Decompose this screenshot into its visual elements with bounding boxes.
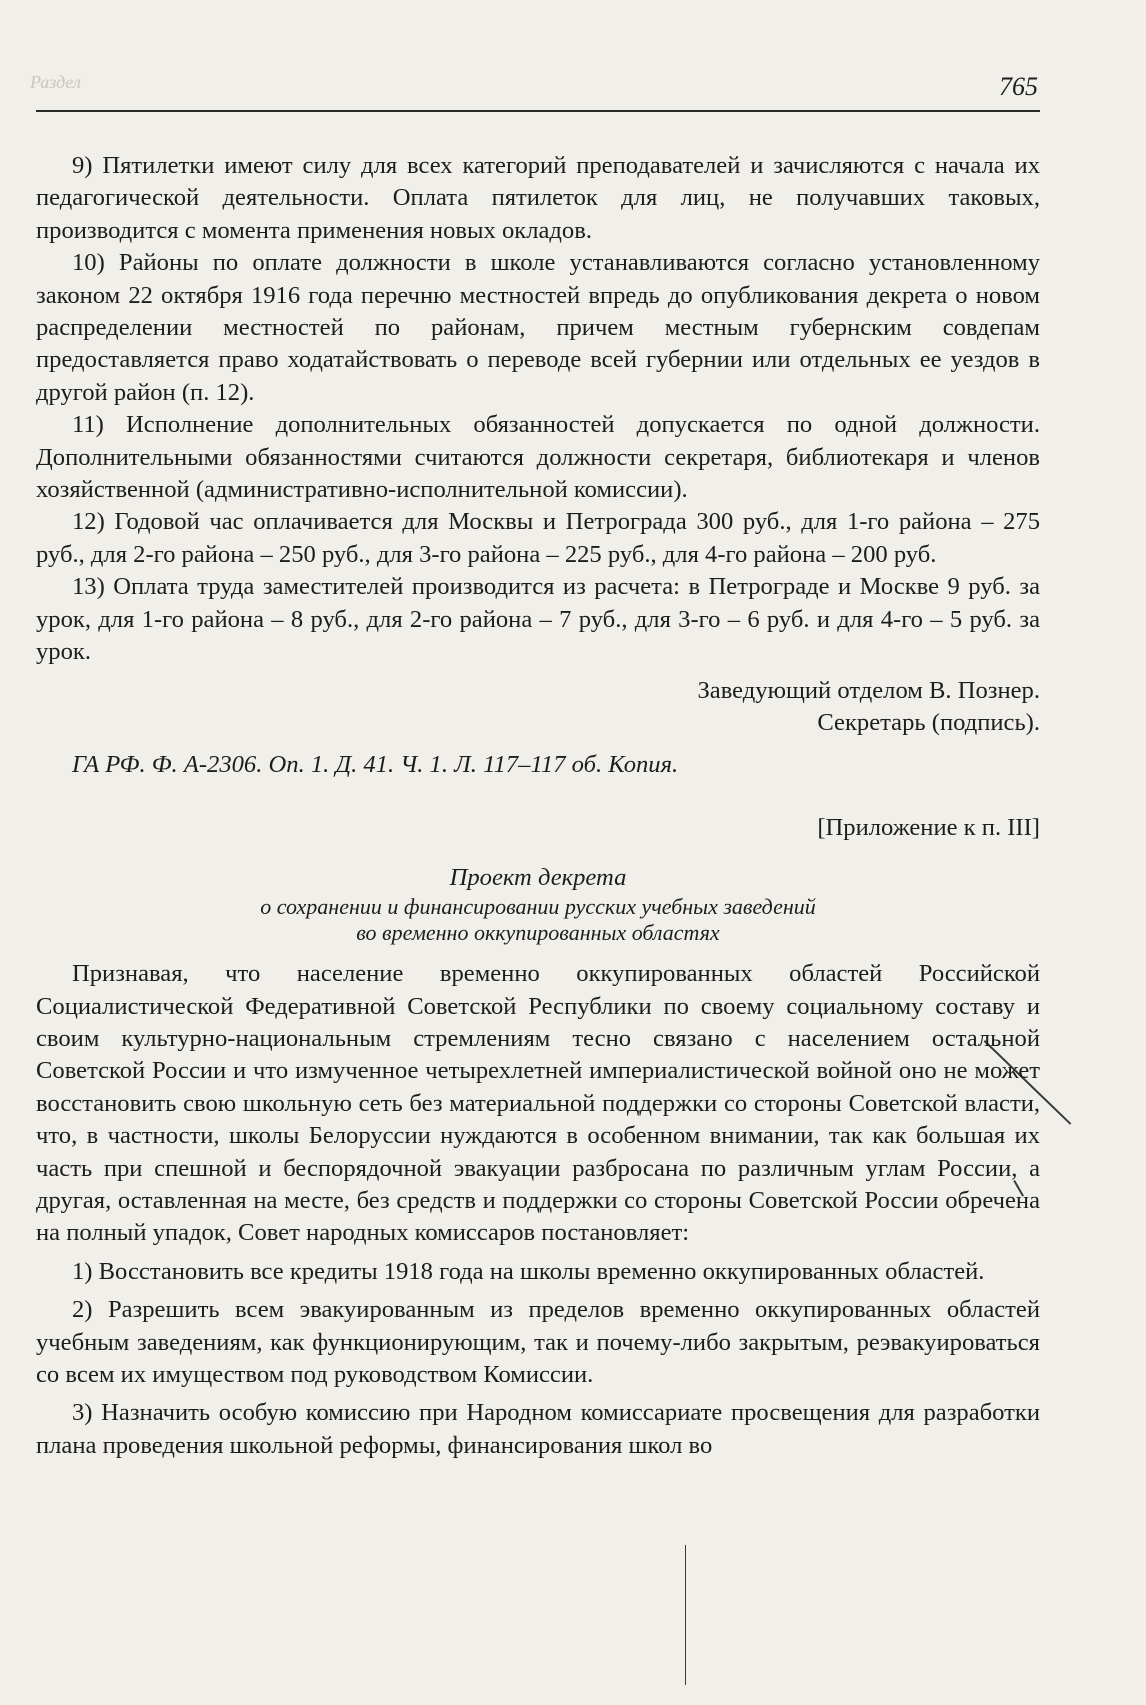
decree-title: Проект декрета [449,864,627,892]
decree-body [36,958,1040,1462]
paragraph-10: 10) Районы по оплате должности в школе устанавливаются согласно установленному законом 22 октября 1916 года перечню местностей впредь до опубликования декрета о новом распределении местностей по районам, причем местным губернским совдепам предоставляется право ходатайствовать о переводе всей губернии или отдельных ее уездов в другой район (п. 12). [36,249,1040,406]
paragraph-12: 12) Годовой час оплачивается для Москвы и Петрограда 300 руб., для 1-го района – 275 руб., для 2-го района – 250 руб., для 3-го района – 225 руб., для 4-го района – 200 руб. [36,508,1040,568]
decree-point-3: 3) Назначить особую комиссию при Народном комиссариате просвещения для разработки плана проведения школьной реформы, финансирования школ во [36,1399,1040,1459]
appendix-label: [Приложение к п. III] [817,813,1040,841]
document-body [36,150,1040,1462]
decree-preamble: Признавая, что население временно оккупированных областей Российской Социалистической Федеративной Советской Республики по своему социальному составу и своим культурно-национальным стремлениям тесно связано с населением остальной Советской России и что измученное четырехлетней империалистической войной оно не может восстановить свою школьную сеть без материальной поддержки со стороны Советской власти, что, в частности, школы Белоруссии нуждаются в особенном внимании, так как большая их часть при спешной и беспорядочной эвакуации разбросана по различным углам России, а другая, оставленная на месте, без средств и поддержки со стороны Советской России обречена на полный упадок, Совет народных комиссаров постановляет: [36,960,1040,1247]
signature-secretary: Секретарь (подпись). [817,708,1040,736]
running-head: Раздел [30,72,81,92]
paragraph-9: 9) Пятилетки имеют силу для всех категорий преподавателей и зачисляются с начала их педагогической деятельности. Оплата пятилеток для лиц, не получавших таковых, производится с момента применения новых окладов. [36,152,1040,244]
signature-head: Заведующий отделом В. Познер. [697,676,1040,704]
decree-point-2: 2) Разрешить всем эвакуированным из пределов временно оккупированных областей учебным заведениям, как функционирующим, так и почему-либо закрытым, реэвакуироваться со всем их имуществом под руководством Комиссии. [36,1296,1040,1388]
paragraph-13: 13) Оплата труда заместителей производится из расчета: в Петрограде и Москве 9 руб. за урок, для 1-го района – 8 руб., для 2-го района – 7 руб., для 3-го – 6 руб. и для 4-го – 5 руб. за урок. [36,573,1040,666]
decree-subtitle-line2: во временно оккупированных областях [356,920,720,946]
paragraph-11: 11) Исполнение дополнительных обязанностей допускается по одной должности. Дополнительными обязанностями считаются должности секретаря, библиотекаря и членов хозяйственной (административно-исполнительной комиссии). [36,411,1040,504]
header-rule [36,110,1040,112]
decree-heading [36,862,1040,946]
archive-reference: ГА РФ. Ф. А-2306. Оп. 1. Д. 41. Ч. 1. Л. 117–117 об. Копия. [72,751,679,779]
decree-subtitle-line1: о сохранении и финансировании русских учебных заведений [260,894,816,920]
page-number: 765 [999,72,1038,101]
pencil-mark [685,1545,686,1685]
decree-point-1: 1) Восстановить все кредиты 1918 года на школы временно оккупированных областей. [72,1257,985,1285]
